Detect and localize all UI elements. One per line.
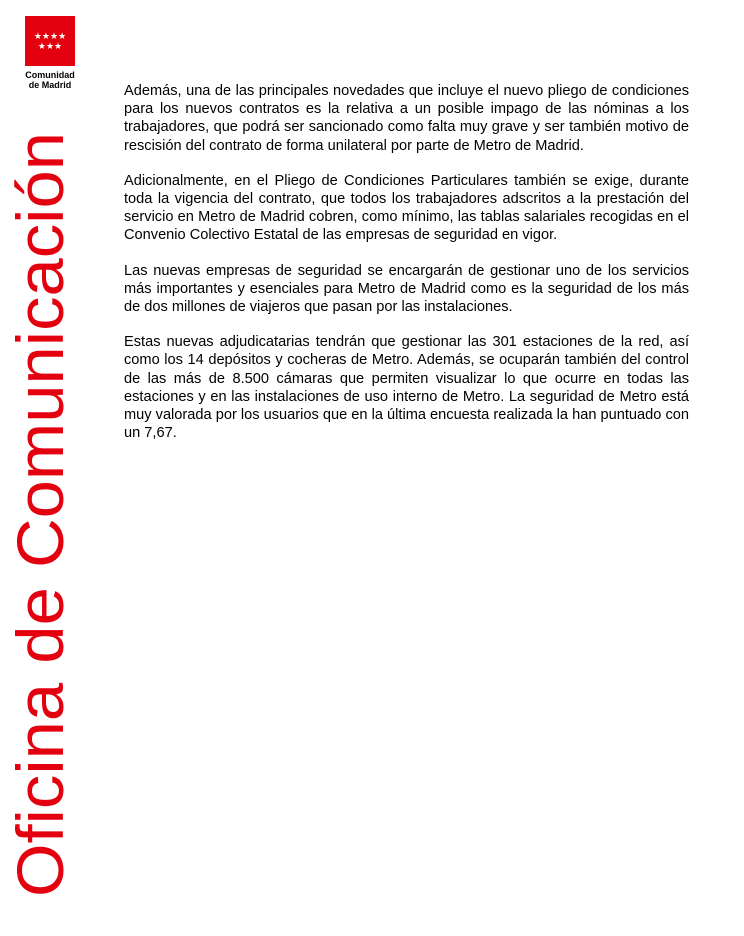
madrid-flag-icon (25, 16, 75, 66)
comunidad-de-madrid-logo (19, 16, 81, 90)
sidebar-title-container (3, 130, 77, 900)
paragraph: Estas nuevas adjudicatarias tendrán que gestionar las 301 estaciones de la red, así como los 14 depósitos y cocheras de Metro. Además, se ocuparán también del control de las más de 8.500 cámaras que permiten visualizar lo que ocurre en todas las estaciones y en las instalaciones de uso interno de Metro. La seguridad de Metro está muy valorada por los usuarios que en la última encuesta realizada la han puntuado con un 7,67. (124, 334, 689, 442)
logo-name (19, 70, 81, 90)
paragraph: Adicionalmente, en el Pliego de Condiciones Particulares también se exige, durante toda la vigencia del contrato, que todos los trabajadores adscritos a la prestación del servicio en Metro de Madrid cobren, como mínimo, las tablas salariales recogidas en el Convenio Colectivo Estatal de las empresas de seguridad en vigor. (124, 172, 689, 244)
paragraph: Las nuevas empresas de seguridad se encargarán de gestionar uno de los servicios más importantes y esenciales para Metro de Madrid como es la seguridad de los más de dos millones de viajeros que pasan por las instalaciones. (124, 262, 689, 316)
logo-name-line1: Comunidad (25, 70, 75, 80)
stars-icon: ★★★★ ★★★ (33, 31, 67, 51)
paragraph: Además, una de las principales novedades que incluye el nuevo pliego de condiciones para los nuevos contratos es la relativa a un posible impago de las nóminas a los trabajadores, que podrá ser sancionado como falta muy grave y ser también motivo de rescisión del contrato de forma unilateral por parte de Metro de Madrid. (124, 83, 689, 154)
logo-name-line2: de Madrid (28, 80, 72, 90)
press-release-body (124, 82, 689, 459)
sidebar-title: Oficina de Comunicación (3, 163, 77, 897)
